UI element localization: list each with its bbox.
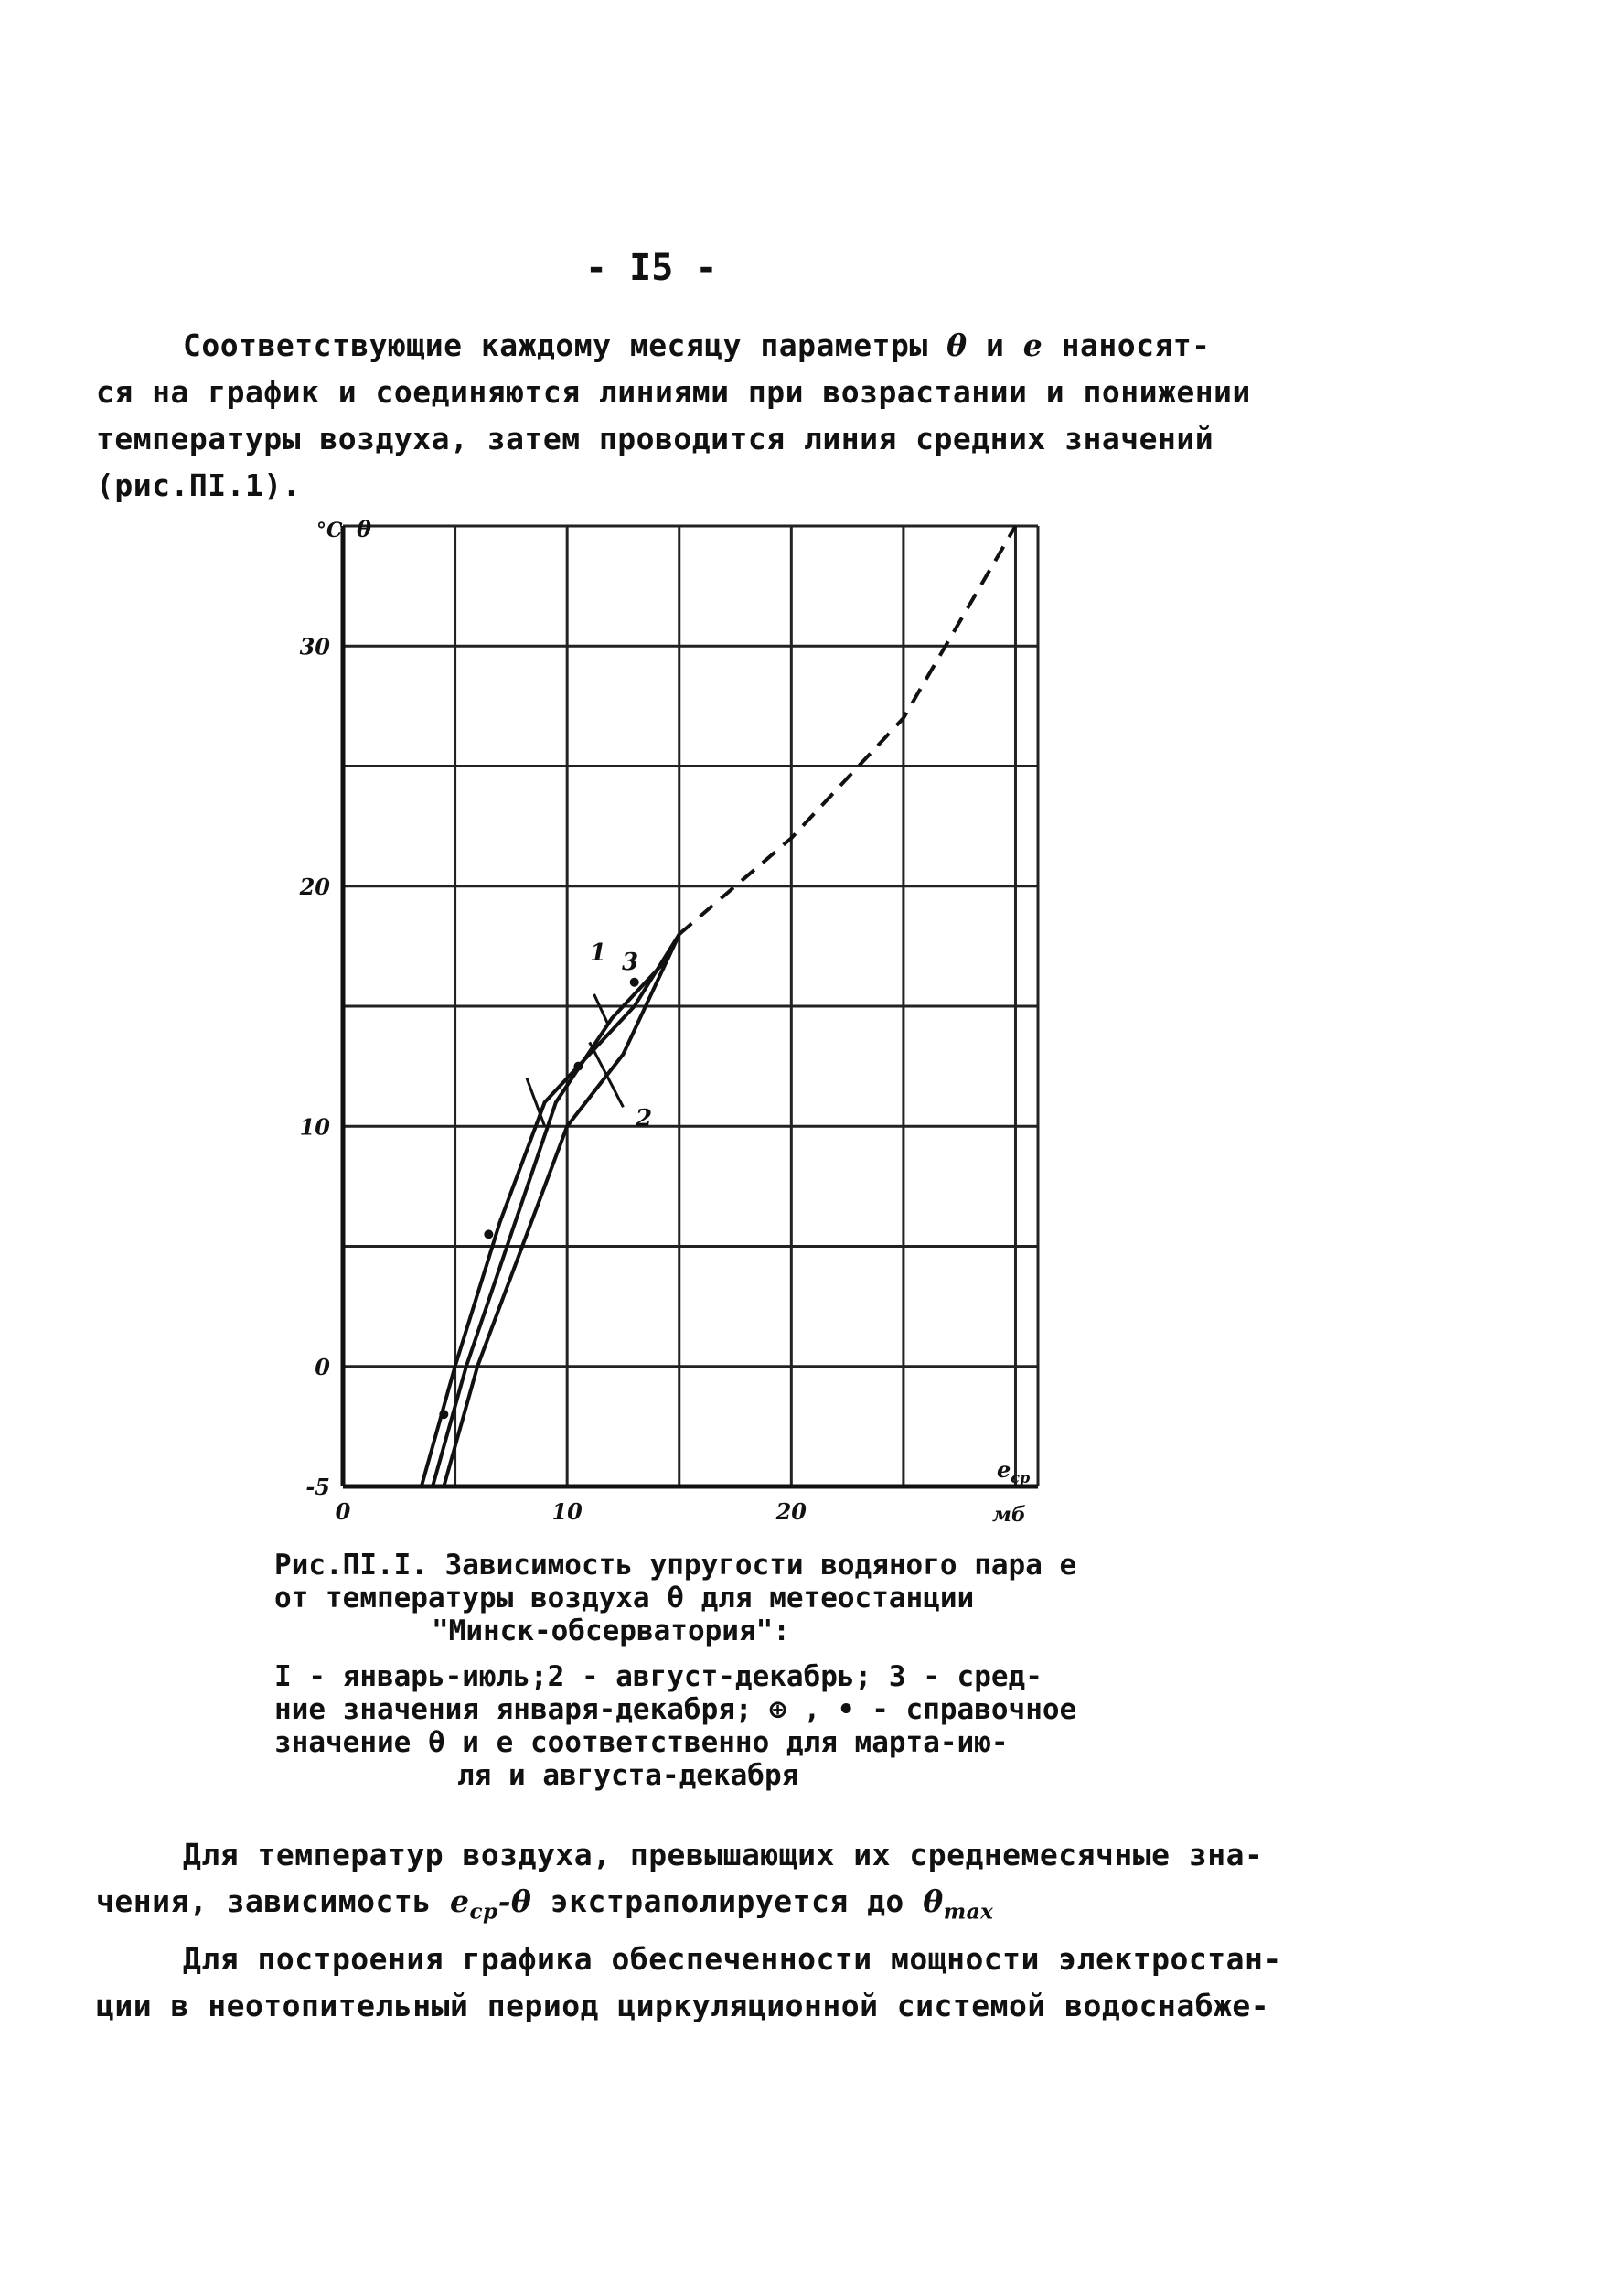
e-theta-relation: $e_{ср}-\theta$ [450,1883,532,1925]
curve-label-leader [594,994,608,1024]
paragraph-line: Для температур воздуха, превышающих их среднемесячные зна- [183,1837,1264,1872]
e-symbol: e [1022,327,1043,363]
y-tick-label: 20 [299,873,330,900]
y-tick-label: 10 [299,1113,330,1141]
data-point-marker [630,978,639,987]
paragraph-line: температуры воздуха, затем проводится линия средних значений [96,421,1214,456]
y-axis-units: °C [316,519,343,542]
caption-line: значение θ и e соответственно для марта-ию- [274,1726,1009,1759]
paragraph-line [96,322,1267,369]
data-point-marker [573,1062,583,1071]
paragraph-line: Для построения графика обеспеченности мощности электростан- [183,1940,1282,1977]
text-run: Соответствующие каждому месяцу параметры [183,327,928,363]
y-tick-label: -5 [305,1474,330,1500]
page-number: - I5 - [585,247,718,289]
y-tick-label: 0 [315,1353,330,1380]
x-tick-label: 10 [551,1498,583,1525]
figure-caption [274,1549,1171,1792]
y-axis-symbol: θ [357,517,372,542]
paragraph-line: (рис.ПI.1). [96,467,302,503]
x-axis-units: мб [992,1503,1026,1527]
text-run: и [985,327,1005,363]
paragraph-line: ся на график и соединяются линиями при возрастании и понижении [96,374,1251,410]
x-tick-label: 20 [775,1498,807,1525]
series-extrapolation-line [679,526,1016,934]
y-tick-label: 30 [299,633,330,660]
data-point-marker [439,1410,448,1419]
curve-label-leader [527,1078,545,1127]
curve-label-1: 1 [590,939,607,967]
vapor-pressure-chart [265,517,1088,1532]
curve-label-3: 3 [622,949,639,976]
caption-line: от температуры воздуха θ для метеостанции [274,1582,975,1615]
text-run: экстраполируется до [550,1883,904,1919]
x-axis-label: $e_{ср}$ [997,1456,1031,1486]
theta-symbol: θ [946,327,968,363]
chart-grid [343,526,1038,1486]
paragraph-line: ции в неотопительный период циркуляционной системой водоснабже- [96,1987,1270,2023]
caption-line: "Минск-обсерватория": [432,1615,790,1647]
theta-max: $\theta_{max}$ [923,1883,994,1925]
series-line-2 [444,934,679,1486]
text-run: чения, зависимость [96,1883,432,1919]
x-tick-label: 0 [335,1498,351,1525]
extrapolation-paragraph [96,1831,1282,2029]
paragraph-line [96,1878,1267,1936]
curve-label-2: 2 [636,1105,653,1132]
caption-line: I - январь-июль;2 - август-декабрь; 3 - сред- [274,1660,1043,1693]
caption-line: ля и августа-декабря [457,1759,799,1792]
intro-paragraph [96,322,1267,509]
data-point-marker [484,1229,493,1239]
caption-line: ние значения января-декабря; ⊕ , • - справочное [274,1693,1077,1726]
curve-label-leader [590,1042,624,1107]
caption-line: Рис.ПI.I. Зависимость упругости водяного пара e [274,1549,1077,1582]
text-run: наносят- [1061,327,1211,363]
